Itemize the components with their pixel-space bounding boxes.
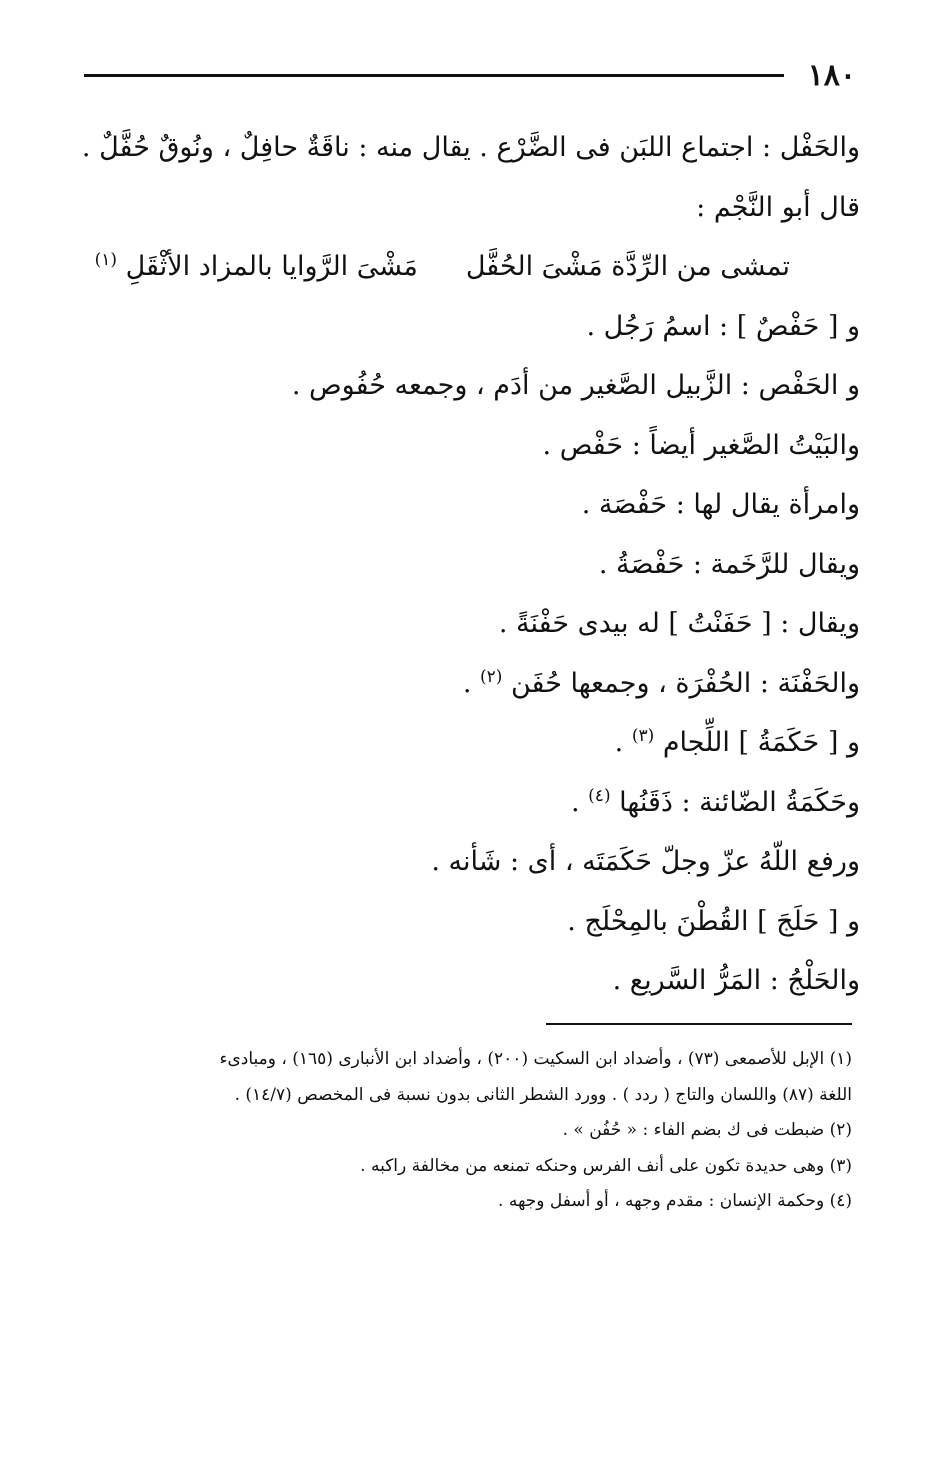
footnote-ref: (٣) bbox=[631, 726, 655, 746]
footnote-ref: (٤) bbox=[588, 785, 611, 806]
verse-hemistich: تمشى من الرِّدَّة مَشْىَ الحُفَّل bbox=[465, 251, 790, 282]
footnote-rule bbox=[546, 1023, 852, 1025]
text-line: وامرأة يقال لها : حَفْصَة . bbox=[581, 489, 860, 520]
line-tail: . bbox=[462, 667, 480, 699]
text-line: و الحَفْص : الزَّبيل الصَّغير من أدَم ، وجمعه حُفُوص . bbox=[291, 370, 860, 401]
footnotes bbox=[60, 1042, 852, 1220]
text-line-with-ref bbox=[70, 713, 860, 773]
verse-hemistich-with-ref bbox=[95, 237, 418, 297]
line-text: والحَفْنَة : الحُفْرَة ، وجمعها حُفَن bbox=[511, 667, 860, 699]
text-line: قال أبو النَّجْم : bbox=[696, 191, 860, 223]
footnote-line: (٣) وهى حديدة تكون على أنف الفرس وحنكه تمنعه من مخالفة راكبه . bbox=[360, 1155, 852, 1176]
footnote-line: (٤) وحكمة الإنسان : مقدم وجهه ، أو أسفل وجهه . bbox=[498, 1191, 852, 1211]
footnote-line: (١) الإبل للأصمعى (٧٣) ، وأضداد ابن السكيت (٢٠٠) ، وأضداد ابن الأنبارى (١٦٥) ، ومبادىء bbox=[219, 1049, 852, 1069]
text-line: والبَيْتُ الصَّغير أيضاً : حَفْص . bbox=[542, 429, 860, 461]
text-line: و [ حَفْصٌ ] : اسمُ رَجُل . bbox=[586, 310, 860, 342]
text-line: والحَفْل : اجتماع اللبَن فى الضَّرْع . يقال منه : ناقَةٌ حافِلٌ ، ونُوقٌ حُفَّلٌ . bbox=[81, 132, 860, 163]
body-text bbox=[70, 118, 860, 1011]
text-line: ورفع اللّهُ عزّ وجلّ حَكَمَتَه ، أى : شَأنه . bbox=[431, 846, 860, 877]
header-rule bbox=[84, 74, 784, 77]
text-line: و [ حَلَجَ ] القُطْنَ بالمِحْلَج . bbox=[567, 905, 860, 937]
text-line-with-ref bbox=[70, 773, 860, 833]
page-header bbox=[84, 56, 864, 96]
footnote-ref: (٢) bbox=[479, 666, 503, 687]
poem-verse bbox=[70, 237, 860, 297]
line-tail: . bbox=[614, 727, 632, 758]
verse-hemistich: مَشْىَ الرَّوايا بالمزاد الأثْقَلِ bbox=[125, 251, 418, 282]
text-line: ويقال : [ حَفَنْتُ ] له بيدى حَفْنَةً . bbox=[498, 608, 860, 639]
page-number: ١٨٠ bbox=[807, 58, 856, 93]
text-line-with-ref bbox=[70, 654, 860, 714]
footnote-line: (٢) ضبطت فى ك بضم الفاء : « حُفُن » . bbox=[562, 1120, 852, 1140]
line-text: و [ حَكَمَةُ ] اللِّجام bbox=[662, 727, 860, 758]
line-text: وحَكَمَةُ الضّائنة : ذَقَنُها bbox=[619, 786, 860, 818]
footnote-ref: (١) bbox=[94, 250, 117, 270]
text-line: ويقال للرَّخَمة : حَفْصَةُ . bbox=[598, 548, 860, 580]
footnote-line: اللغة (٨٧) واللسان والتاج ( ردد ) . وورد الشطر الثانى بدون نسبة فى المخصص (١٤/٧) . bbox=[234, 1084, 852, 1105]
text-line: والحَلْجُ : المَرُّ السَّريع . bbox=[612, 965, 860, 996]
line-tail: . bbox=[570, 786, 589, 818]
